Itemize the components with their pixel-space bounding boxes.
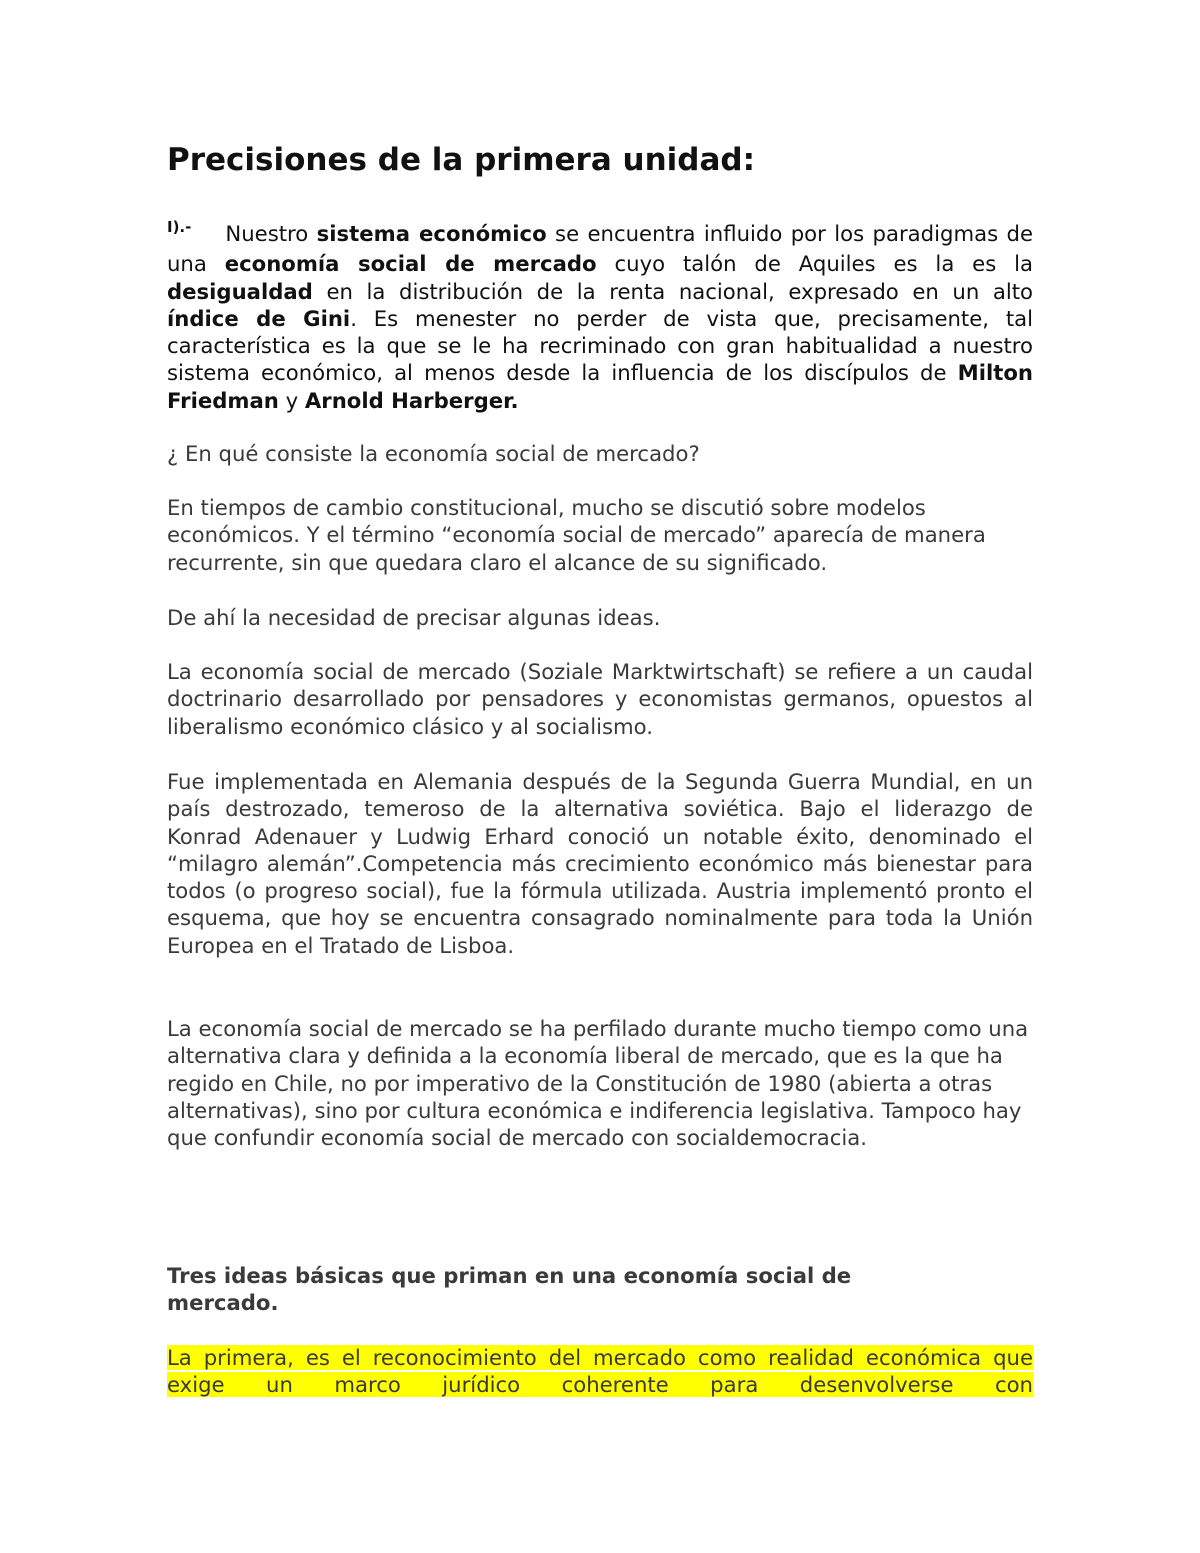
page-title: Precisiones de la primera unidad: (167, 142, 755, 178)
paragraph-1: En tiempos de cambio constitucional, mucho se discutió sobre modelos económicos. Y el término “economía social de mercado” aparecía de manera recurrente, sin que quedara claro el alcance de su significado. (167, 495, 986, 575)
paragraph-5: La economía social de mercado se ha perfilado durante mucho tiempo como una alternativa clara y definida a la economía liberal de mercado, que es la que ha regido en Chile, no por imperativo de la Constitución de 1980 (abierta a otras alternativas), sino por cultura económica e indiferencia legislativa. Tampoco hay que confundir economía social de mercado con socialdemocracia. (167, 1016, 1029, 1151)
intro-bold-3: desigualdad (167, 278, 313, 304)
paragraph-3: La economía social de mercado (Soziale Marktwirtschaft) se refiere a un caudal doctrinario desarrollado por pensadores y economistas germanos, opuestos al liberalismo económico clásico y al socialismo. (167, 659, 1033, 739)
intro-text-1: Nuestro (225, 221, 317, 246)
paragraph-4: Fue implementada en Alemania después de la Segunda Guerra Mundial, en un país destrozado, temeroso de la alternativa soviética. Bajo el liderazgo de Konrad Adenauer y Ludwig Erhard conoció un notable éxito, denominado el “milagro alemán”.Competencia más crecimiento económico más bienestar para todos (o progreso social), fue la fórmula utilizada. Austria implementó pronto el esquema, que hoy se encuentra consagrado nominalmente para toda la Unión Europea en el Tratado de Lisboa. (167, 769, 1033, 958)
intro-text-3: cuyo talón de Aquiles es la es la (596, 251, 1034, 277)
intro-text-4: en la distribución de la renta nacional, expresado en un alto (312, 278, 1033, 304)
intro-paragraph (167, 220, 1033, 414)
section-marker: I).- (167, 218, 192, 236)
highlighted-paragraph (167, 1344, 1033, 1399)
section-heading: Tres ideas básicas que priman en una economía social de mercado. (167, 1263, 852, 1316)
intro-text-6: y (278, 387, 305, 413)
intro-bold-4: índice de Gini (167, 305, 351, 331)
intro-bold-1: sistema económico (316, 221, 547, 246)
intro-text-2: se encuentra influido por los paradigmas de una (167, 221, 1033, 277)
intro-text-5: . Es menester no perder de vista que, precisamente, tal característica es la que se le ha recriminado con gran habitualidad a nuestro sistema económico, al menos desde la influencia de los discípulos de (167, 305, 1033, 386)
question-heading: ¿ En qué consiste la economía social de mercado? (167, 441, 700, 466)
intro-bold-6: Arnold Harberger. (304, 387, 519, 413)
intro-bold-2: economía social de mercado (224, 251, 597, 277)
paragraph-2: De ahí la necesidad de precisar algunas ideas. (167, 605, 661, 630)
highlighted-text: La primera, es el reconocimiento del mercado como realidad económica que exige un marco jurídico coherente para desenvolverse con (167, 1345, 1033, 1398)
intro-bold-5: Milton Friedman (167, 360, 1033, 413)
